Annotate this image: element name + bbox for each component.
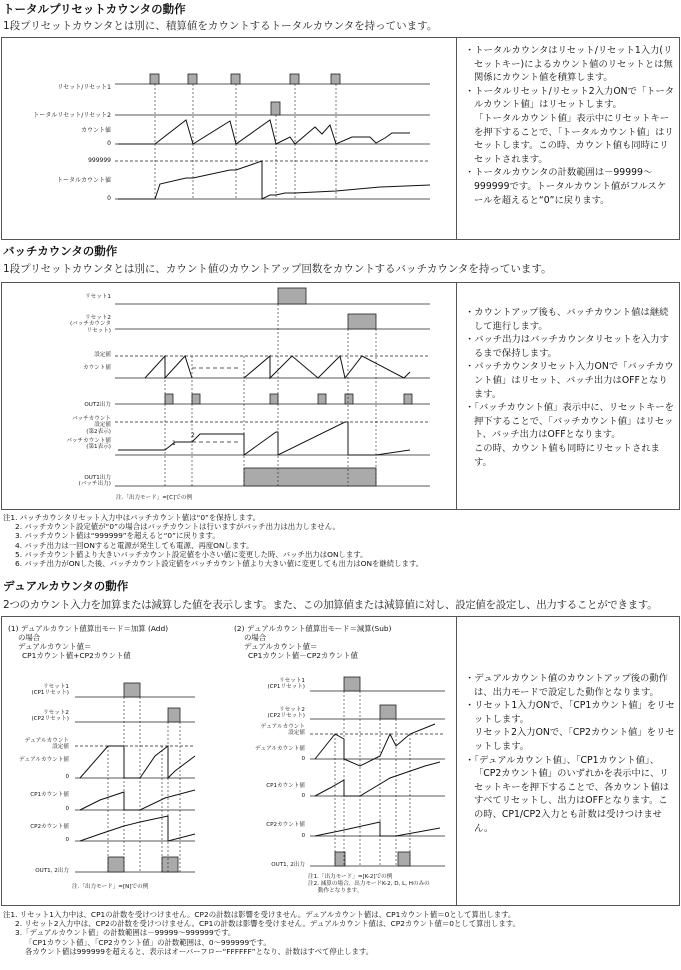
label-line: (CP1リセット)	[31, 690, 69, 697]
footnote: 注1. リセット1入力中は、CP1の計数を受けつけません。CP2の計数は影響を受けません。デュアルカウント値は、CP1カウント値＝0として算出します。	[3, 910, 516, 919]
note: ・デュアルカウント値のカウントアップ後の動作は、出力モードで設定した動作となります。	[465, 673, 668, 698]
footnote: 2. バッチカウント設定値が“0”の場合はバッチカウントは行いますがバッチ出力は出力しません。	[15, 522, 340, 532]
label-batch-set-line: バッチカウント	[71, 416, 111, 422]
label-batch-set	[72, 416, 111, 435]
header-line: の場合	[244, 633, 267, 642]
label-zero: 0	[65, 806, 69, 812]
footnote: 3. バッチカウント値は“999999”を超えると“0”に戻ります。	[15, 531, 220, 541]
section2-footnotes	[3, 513, 673, 568]
label-count-value: カウント値	[83, 365, 111, 371]
label-reset1	[267, 678, 305, 691]
note: ・トータルカウンタの計数範囲は－99999～999999です。トータルカウント値がフルスケールを超えると“0”に戻ります。	[465, 167, 667, 206]
label-reset2-line: リセット)	[86, 327, 111, 334]
section3-footnotes	[3, 910, 679, 956]
label-batch-count	[66, 438, 111, 451]
label-reset1: リセット/リセット1	[57, 84, 111, 91]
label-zero: 0	[65, 774, 69, 780]
note: ・トータルカウンタはリセット/リセット1入力(リセットキー)によるカウント値のリセットとは無関係にカウント値を積算します。	[465, 45, 673, 84]
label-zero-1: 0	[107, 140, 111, 147]
note: ・カウントアップ後も、バッチカウント値は継続して進行します。	[465, 307, 669, 332]
section3-intro: 2つのカウント入力を加算または減算した値を表示します。また、この加算値または減算値に対し、設定値を設定し、出力することができます。	[3, 599, 658, 611]
label-reset2	[70, 315, 111, 334]
section3-notes	[465, 672, 675, 835]
label-999999: 999999	[88, 157, 111, 164]
header-line: CP1カウント値+CP2カウント値	[22, 651, 131, 660]
step-label-1: 1	[172, 440, 176, 447]
label-zero: 0	[65, 837, 69, 843]
label-zero: 0	[301, 793, 305, 799]
section2-chart-caption: 注.「出力モード」=[C]での例	[116, 495, 193, 501]
label-batch-set-line: (第2表示)	[86, 428, 111, 435]
label-reset2-line: (バッチカウンタ	[69, 321, 111, 328]
section1-signal-labels	[0, 37, 115, 240]
footnote: 3.「デュアルカウント値」の計数範囲は－99999～999999です。	[15, 928, 236, 938]
dual-sub-caption	[308, 874, 430, 895]
header-line: (1) デュアルカウント値算出モード＝加算 (Add)	[8, 624, 169, 633]
footnote: 5. バッチカウント値より大きいバッチカウント設定値を小さい値に変更した時、バッチ出力はONします。	[15, 549, 368, 559]
label-out2: OUT2出力	[84, 402, 111, 408]
caption-line: 注1.「出力モード」=[K-2]での例	[308, 874, 393, 880]
label-zero-2: 0	[107, 195, 111, 202]
dual-add-caption: 注.「出力モード」=[N]での例	[72, 884, 149, 890]
footnote: 注1. バッチカウンタリセット入力中はバッチカウント値は“0”を保持します。	[3, 513, 261, 522]
label-out: OUT1, 2出力	[35, 868, 69, 874]
label-line: デュアルカウント	[260, 724, 305, 730]
section2-intro: 1段プリセットカウンタとは別に、カウント値のカウントアップ回数をカウントするバッチカウンタを持っています。	[3, 263, 552, 275]
header-line: の場合	[18, 633, 41, 642]
header-line: (2) デュアルカウント値算出モード＝減算(Sub)	[234, 624, 392, 633]
footnote: 6. バッチ出力がONした後、バッチカウント設定値をバッチカウント値より大きい値に変更しても出力はONを継続します。	[15, 559, 424, 569]
header-line: デュアルカウント値＝	[244, 642, 318, 651]
section3-title: デュアルカウンタの動作	[3, 579, 129, 593]
note: ・バッチカウンタリセット入力ONで「バッチカウント値」はリセット、バッチ出力はOFFとなります。	[465, 361, 674, 400]
label-line: 設定値	[52, 744, 69, 751]
footnote: 2. リセット2入力中は、CP2の計数を受けつけません。CP1の計数は影響を受けません。デュアルカウント値は、CP2カウント値＝0として算出します。	[15, 919, 520, 929]
section2-signal-labels	[0, 282, 115, 510]
label-out: OUT1, 2出力	[271, 862, 305, 868]
label-line: (CP1リセット)	[267, 684, 305, 691]
caption-line: 注2. 減算の場合、出力モードK-2, D, L, Hのみの	[308, 881, 430, 887]
label-batch-count-line: バッチカウント値	[66, 438, 111, 444]
note: リセット2入力ONで、「CP2カウント値」をリセットします。	[474, 727, 675, 752]
label-cp1: CP1カウント値	[30, 792, 69, 798]
label-line: (CP2リセット)	[31, 716, 69, 723]
label-line: リセット2	[43, 710, 69, 716]
label-dual-value: デュアルカウント値	[255, 746, 305, 752]
label-line: デュアルカウント	[24, 738, 69, 744]
label-cp1: CP1カウント値	[266, 783, 305, 789]
label-line: 設定値	[288, 730, 305, 737]
label-line: リセット2	[279, 707, 305, 713]
caption-line: 動作となります。	[318, 888, 363, 894]
section1-intro: 1段プリセットカウンタとは別に、積算値をカウントするトータルカウンタを持っています。	[3, 20, 438, 32]
footnote: 「CP1カウント値」、「CP2カウント値」の計数範囲は、0～999999です。	[25, 937, 271, 947]
label-count-value: カウント値	[80, 127, 111, 134]
dual-sub-signal-labels	[230, 616, 308, 906]
note: ・バッチ出力はバッチカウンタリセットを入力するまで保持します。	[465, 334, 669, 359]
section1-notes	[465, 44, 675, 207]
note: ・「デュアルカウント値」、「CP1カウント値」、「CP2カウント値」のいずれかを表示中に、リセットキーを押下することで、各カウント値はすべてリセットし、出力はOFFとなります。この時、CP1/CP2入力とも計数は受けつけません。	[465, 754, 670, 834]
label-reset1	[31, 684, 69, 697]
label-zero: 0	[301, 756, 305, 762]
label-dual-set	[261, 724, 305, 737]
label-line: リセット1	[279, 678, 305, 684]
label-line: (CP2リセット)	[267, 713, 305, 720]
section2-notes	[465, 306, 675, 469]
note: ・「バッチカウント値」表示中に、リセットキーを押下することで、「バッチカウント値」はリセット、バッチ出力はOFFとなります。	[465, 402, 674, 441]
footnote: 4. バッチ出力は一回ONすると電源が発生しても電源、再度ONします。	[15, 540, 254, 550]
step-label-2: 2	[191, 432, 195, 439]
label-reset2-line: リセット2	[85, 315, 111, 321]
label-dual-set	[25, 738, 69, 751]
label-total-count: トータルカウント値	[56, 177, 111, 184]
section1-title: トータルプリセットカウンタの動作	[3, 2, 186, 16]
section2-title: バッチカウンタの動作	[3, 244, 118, 258]
note: ・トータルリセット/リセット2入力ONで「トータルカウント値」はリセットします。	[465, 85, 675, 111]
note: この時、カウント値も同時にリセットされます。	[474, 442, 660, 468]
label-batch-set-line: 設定値	[94, 422, 111, 429]
label-dual-value: デュアルカウント値	[19, 757, 69, 763]
note: ・リセット1入力ONで、「CP1カウント値」をリセットします。	[465, 700, 675, 725]
label-cp2: CP2カウント値	[266, 822, 305, 828]
label-reset1: リセット1	[85, 294, 111, 300]
label-out1	[79, 475, 111, 488]
label-batch-count-line: (第1表示)	[86, 444, 111, 451]
header-line: CP1カウント値－CP2カウント値	[248, 651, 358, 660]
label-out1-line: OUT1出力	[84, 475, 111, 481]
label-set-value: 設定値	[94, 352, 111, 358]
dual-add-signal-labels	[0, 616, 72, 906]
note: 「トータルカウント値」表示中にリセットキーを押下することで、「トータルカウント値」はリセットします。この時、カウント値も同時にリセットされます。	[474, 112, 674, 165]
label-reset2	[31, 710, 69, 723]
label-reset2	[267, 707, 305, 720]
label-total-reset2: トータルリセット/リセット2	[33, 112, 111, 119]
label-cp2: CP2カウント値	[30, 824, 69, 830]
label-line: リセット1	[43, 684, 69, 690]
header-line: デュアルカウント値＝	[18, 642, 92, 651]
footnote: 各カウント値は999999を超えると、表示はオーバーフロー“FFFFFF”となり、計数はすべて停止します。	[25, 946, 374, 956]
label-out1-line: (バッチ出力)	[78, 481, 111, 488]
label-zero: 0	[301, 833, 305, 839]
